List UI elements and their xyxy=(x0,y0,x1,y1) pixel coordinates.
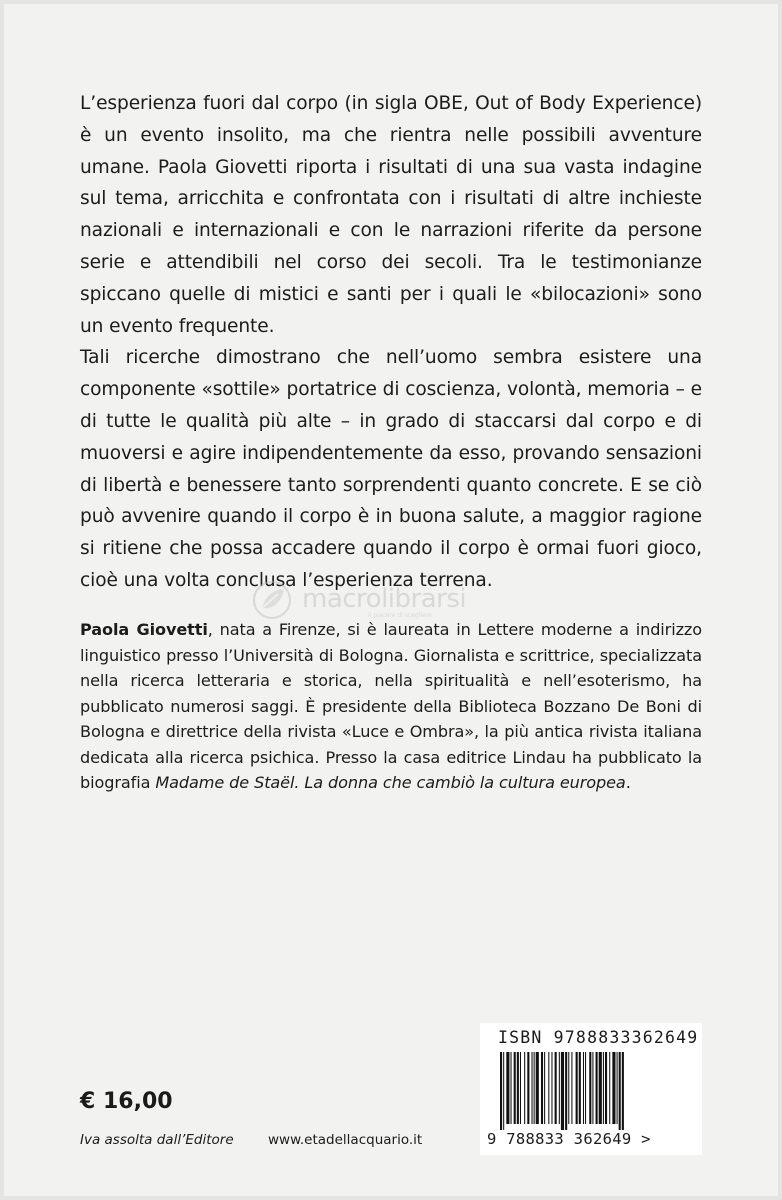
bio-text: , nata a Firenze, si è laureata in Lettere moderne a indirizzo linguistico presso l’Università di Bologna. Giornalista e scrittrice, specializzata nella ricerca letteraria e storica, nella spiritualità e nell’esoterismo, ha pubblicato numerosi saggi. È presidente della Biblioteca Bozzano De Boni di Bologna e direttrice della rivista «Luce e Ombra», la più antica rivista italiana dedicata alla ricerca psichica. Presso la casa editrice Lindau ha pubblicato la biografia xyxy=(80,620,703,792)
barcode-bar xyxy=(622,1052,624,1130)
watermark-text: macrolibrarsi xyxy=(302,584,467,614)
barcode-bar xyxy=(565,1052,567,1130)
barcode-bar xyxy=(514,1052,516,1124)
author-name: Paola Giovetti xyxy=(80,620,208,639)
publisher-website: www.etadellacquario.it xyxy=(268,1132,423,1148)
isbn-label: ISBN 9788833362649 xyxy=(498,1028,699,1047)
barcode-bar xyxy=(561,1052,564,1130)
watermark-logo xyxy=(250,578,490,622)
price: € 16,00 xyxy=(80,1089,173,1114)
book-title: Madame de Staël. La donna che cambiò la cultura europea xyxy=(155,773,626,792)
barcode-bar xyxy=(541,1052,543,1124)
barcode-bar xyxy=(520,1052,521,1124)
leaf-icon xyxy=(250,578,294,622)
barcode-bar xyxy=(555,1052,557,1124)
barcode-bar xyxy=(617,1052,618,1124)
barcode-bar xyxy=(527,1052,529,1124)
barcode-bar xyxy=(548,1052,549,1124)
bio-text-end: . xyxy=(625,773,631,792)
author-bio xyxy=(80,617,702,796)
barcode-bar xyxy=(596,1052,598,1124)
blurb-paragraph-1: L’esperienza fuori dal corpo (in sigla OBE, Out of Body Experience) è un evento insolito, ma che rientra nelle possibili avventure umane. Paola Giovetti riporta i risultati di una sua vasta indagine sul tema, arricchita e confrontata con i risultati di altre inchieste nazionali e internazionali e con le narrazioni riferite da persone serie e attendibili nel corso dei secoli. Tra le testimonianze spiccano quelle di mistici e santi per i quali le «bilocazioni» sono un evento frequente. xyxy=(80,93,702,337)
barcode-bar xyxy=(612,1052,615,1124)
barcode-bar xyxy=(544,1052,545,1124)
barcode-bar xyxy=(551,1052,552,1124)
barcode-bar xyxy=(500,1052,502,1130)
barcode-bar xyxy=(579,1052,581,1124)
barcode-bar xyxy=(534,1052,535,1124)
barcode-bar xyxy=(524,1052,525,1124)
barcode-bar xyxy=(576,1052,578,1124)
barcode-bar xyxy=(503,1052,504,1130)
barcode-bar xyxy=(511,1052,512,1124)
barcode-bar xyxy=(583,1052,584,1124)
barcode-bar xyxy=(603,1052,604,1124)
barcode-bar xyxy=(571,1052,572,1124)
barcode-bar xyxy=(599,1052,602,1124)
watermark-subtext: il piacere di scegliere xyxy=(368,612,432,619)
barcode-bar xyxy=(559,1052,560,1124)
blurb-paragraph-2: Tali ricerche dimostrano che nell’uomo sembra esistere una componente «sottile» portatrice di coscienza, volontà, memoria – e di tutte le qualità più alte – in grado di staccarsi dal corpo e di muoversi e agire indipendentemente da esso, provando sensazioni di libertà e benessere tanto sorprendenti quanto concrete. E se ciò può avvenire quando il corpo è in buona salute, a maggior ragione si ritiene che possa accadere quando il corpo è ormai fuori gioco, cioè una volta conclusa l’esperienza terrena. xyxy=(80,347,702,591)
barcode-bar xyxy=(605,1052,607,1124)
barcode-bar xyxy=(532,1052,533,1124)
barcode-bar xyxy=(517,1052,519,1124)
barcode-bar xyxy=(609,1052,610,1124)
vat-note: Iva assolta dall’Editore xyxy=(80,1132,234,1148)
barcode-digits: 9 788833 362649 > xyxy=(487,1130,651,1148)
back-cover-blurb xyxy=(80,88,702,597)
barcode-bar xyxy=(589,1052,591,1124)
barcode xyxy=(498,1052,698,1130)
barcode-bar xyxy=(619,1052,621,1130)
barcode-bar xyxy=(568,1052,569,1124)
barcode-bar xyxy=(506,1052,509,1124)
barcode-bar xyxy=(585,1052,586,1124)
barcode-bar xyxy=(536,1052,539,1124)
barcode-bar xyxy=(592,1052,593,1124)
